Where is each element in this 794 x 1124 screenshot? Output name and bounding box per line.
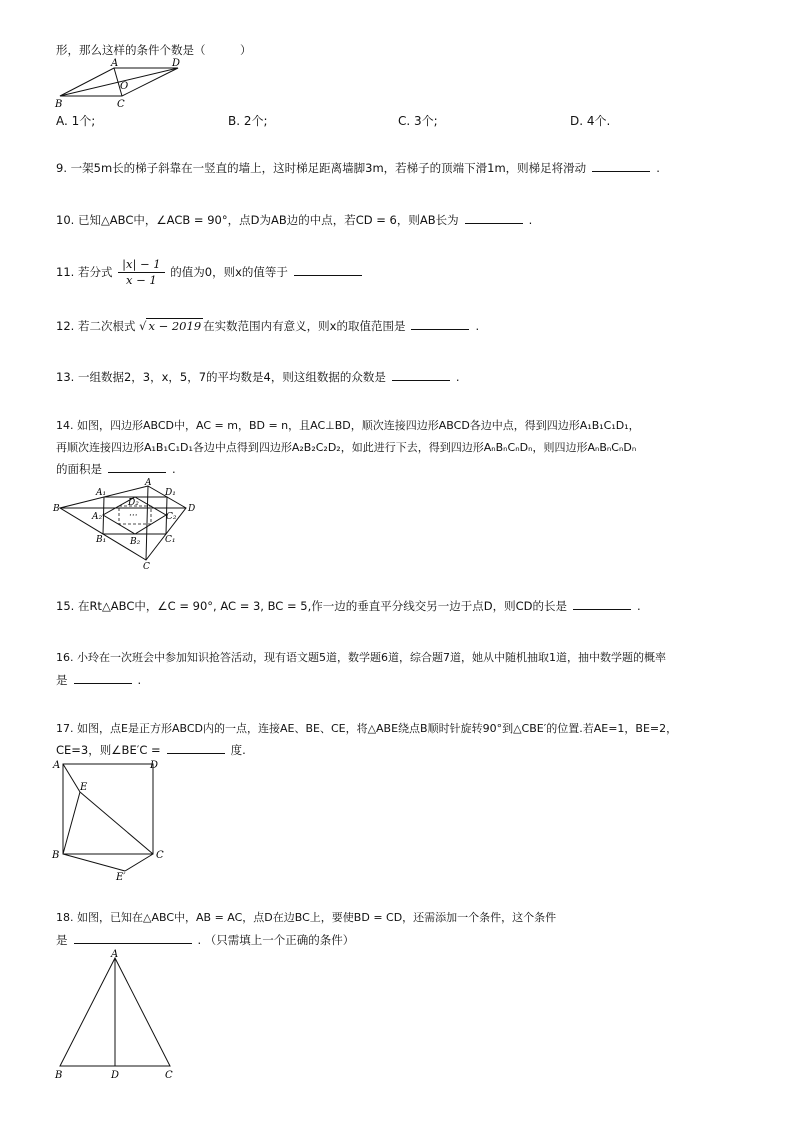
q12-radical: √ x − 2019 — [139, 319, 202, 333]
q8-label-c: C — [117, 99, 125, 110]
q8-label-o: O — [120, 81, 129, 92]
q14-label-dots: ··· — [129, 511, 138, 521]
q12-answer-blank[interactable] — [411, 318, 469, 330]
q17-label-a: A — [53, 760, 61, 771]
q14-line3: 的面积是 — [56, 462, 102, 476]
q8-text: 形，那么这样的条件个数是（ ） — [56, 43, 252, 57]
q15-text: 15. 在Rt△ABC中，∠C = 90°, AC = 3, BC = 5,作一边的垂直平分线交另一边于点D，则CD的长是 — [56, 599, 567, 613]
q8-option-b: B. 2个; — [228, 114, 268, 128]
q13-end: . — [455, 370, 460, 384]
q18-line1: 18. 如图，已知在△ABC中，AB = AC，点D在边BC上，要使BD = CD，还需添加一个条件，这个条件 — [56, 911, 557, 924]
q12-pre: 12. 若二次根式 — [56, 319, 136, 333]
q14-label-d1: D₁ — [165, 488, 176, 498]
q14-label-b1: B₁ — [96, 535, 107, 545]
q12-radicand: x − 2019 — [148, 319, 202, 333]
q11-denominator: x − 1 — [125, 273, 157, 287]
q10-text: 10. 已知△ABC中，∠ACB = 90°，点D为AB边的中点，若CD = 6，则AB长为 — [56, 213, 459, 227]
q9-text: 9. 一架5m长的梯子斜靠在一竖直的墙上，这时梯足距离墙脚3m，若梯子的顶端下滑1m，则梯足将滑动 — [56, 161, 587, 175]
q14-label-b2: B₂ — [130, 537, 141, 547]
q11-post: 的值为0，则x的值等于 — [170, 265, 288, 279]
q9-answer-blank[interactable] — [592, 160, 650, 172]
q14-line2: 再顺次连接四边形A₁B₁C₁D₁各边中点得到四边形A₂B₂C₂D₂，如此进行下去，得到四边形AₙBₙCₙDₙ，则四边形AₙBₙCₙDₙ — [56, 441, 637, 454]
q14-label-c2: C₂ — [166, 512, 177, 522]
question-16-tail — [56, 672, 141, 688]
question-10 — [56, 212, 532, 228]
q18-label-d: D — [111, 1070, 120, 1081]
q14-answer-blank[interactable] — [108, 461, 166, 473]
q14-line1: 14. 如图，四边形ABCD中，AC = m，BD = n，且AC⊥BD，顺次连接四边形ABCD各边中点，得到四边形A₁B₁C₁D₁， — [56, 419, 640, 432]
question-18-tail — [56, 932, 354, 948]
q18-label-a: A — [111, 949, 119, 960]
q16-end: . — [137, 673, 142, 687]
q14-label-a2: A₂ — [92, 512, 103, 522]
q8-figure — [54, 58, 194, 110]
question-11 — [56, 256, 368, 288]
q11-numerator: |x| − 1 — [118, 257, 165, 273]
question-15 — [56, 598, 641, 614]
q18-answer-blank[interactable] — [74, 932, 192, 944]
q12-post: 在实数范围内有意义，则x的取值范围是 — [203, 319, 406, 333]
q14-label-c1: C₁ — [165, 535, 176, 545]
q8-label-d: D — [172, 58, 181, 69]
q14-label-d2: D₂ — [128, 498, 139, 508]
q11-pre: 11. 若分式 — [56, 265, 113, 279]
q17-line1: 17. 如图，点E是正方形ABCD内的一点，连接AE、BE、CE，将△ABE绕点B顺时针旋转90°到△CBE′的位置.若AE=1，BE=2， — [56, 722, 678, 735]
q9-end: . — [656, 161, 660, 175]
q18-label-b: B — [55, 1070, 63, 1081]
q17-end: 度. — [230, 743, 246, 757]
q12-end: . — [475, 319, 480, 333]
q14-figure — [52, 478, 202, 570]
q8-option-d: D. 4个. — [570, 114, 611, 128]
q13-answer-blank[interactable] — [392, 369, 450, 381]
q8-label-b: B — [55, 99, 63, 110]
q11-answer-blank[interactable] — [294, 264, 362, 276]
question-14-tail — [56, 461, 176, 477]
q17-answer-blank[interactable] — [167, 742, 225, 754]
q10-end: . — [528, 213, 533, 227]
q17-line2: CE=3，则∠BE′C = — [56, 743, 161, 757]
question-12 — [56, 318, 479, 334]
q14-label-a1: A₁ — [96, 488, 107, 498]
q14-label-c: C — [143, 562, 150, 570]
q8-option-a: A. 1个; — [56, 114, 96, 128]
q18-end: . （只需填上一个正确的条件） — [197, 933, 355, 947]
q18-label-c: C — [165, 1070, 173, 1081]
q11-fraction — [118, 257, 165, 288]
q16-line1: 16. 小玲在一次班会中参加知识抢答活动，现有语文题5道，数学题6道，综合题7道，她从中随机抽取1道，抽中数学题的概率 — [56, 651, 666, 664]
q10-answer-blank[interactable] — [465, 212, 523, 224]
q17-label-c: C — [156, 850, 164, 861]
q15-answer-blank[interactable] — [573, 598, 631, 610]
q17-label-e-prime: E′ — [116, 872, 126, 880]
q18-figure — [50, 948, 180, 1086]
q15-end: . — [637, 599, 641, 613]
question-13 — [56, 369, 460, 385]
q16-answer-blank[interactable] — [74, 672, 132, 684]
q17-figure — [50, 756, 170, 880]
q18-line2: 是 — [56, 933, 68, 947]
q16-line2: 是 — [56, 673, 68, 687]
q13-text: 13. 一组数据2，3，x，5，7的平均数是4，则这组数据的众数是 — [56, 370, 386, 384]
q14-label-a: A — [145, 478, 152, 488]
q17-label-e: E — [80, 782, 88, 793]
q14-label-d: D — [188, 504, 196, 514]
q17-label-b: B — [52, 850, 60, 861]
q8-option-c: C. 3个; — [398, 114, 438, 128]
q17-label-d: D — [150, 760, 159, 771]
q14-end: . — [172, 462, 176, 476]
question-9 — [56, 160, 660, 176]
q14-label-b: B — [53, 504, 60, 514]
q8-label-a: A — [111, 58, 119, 69]
